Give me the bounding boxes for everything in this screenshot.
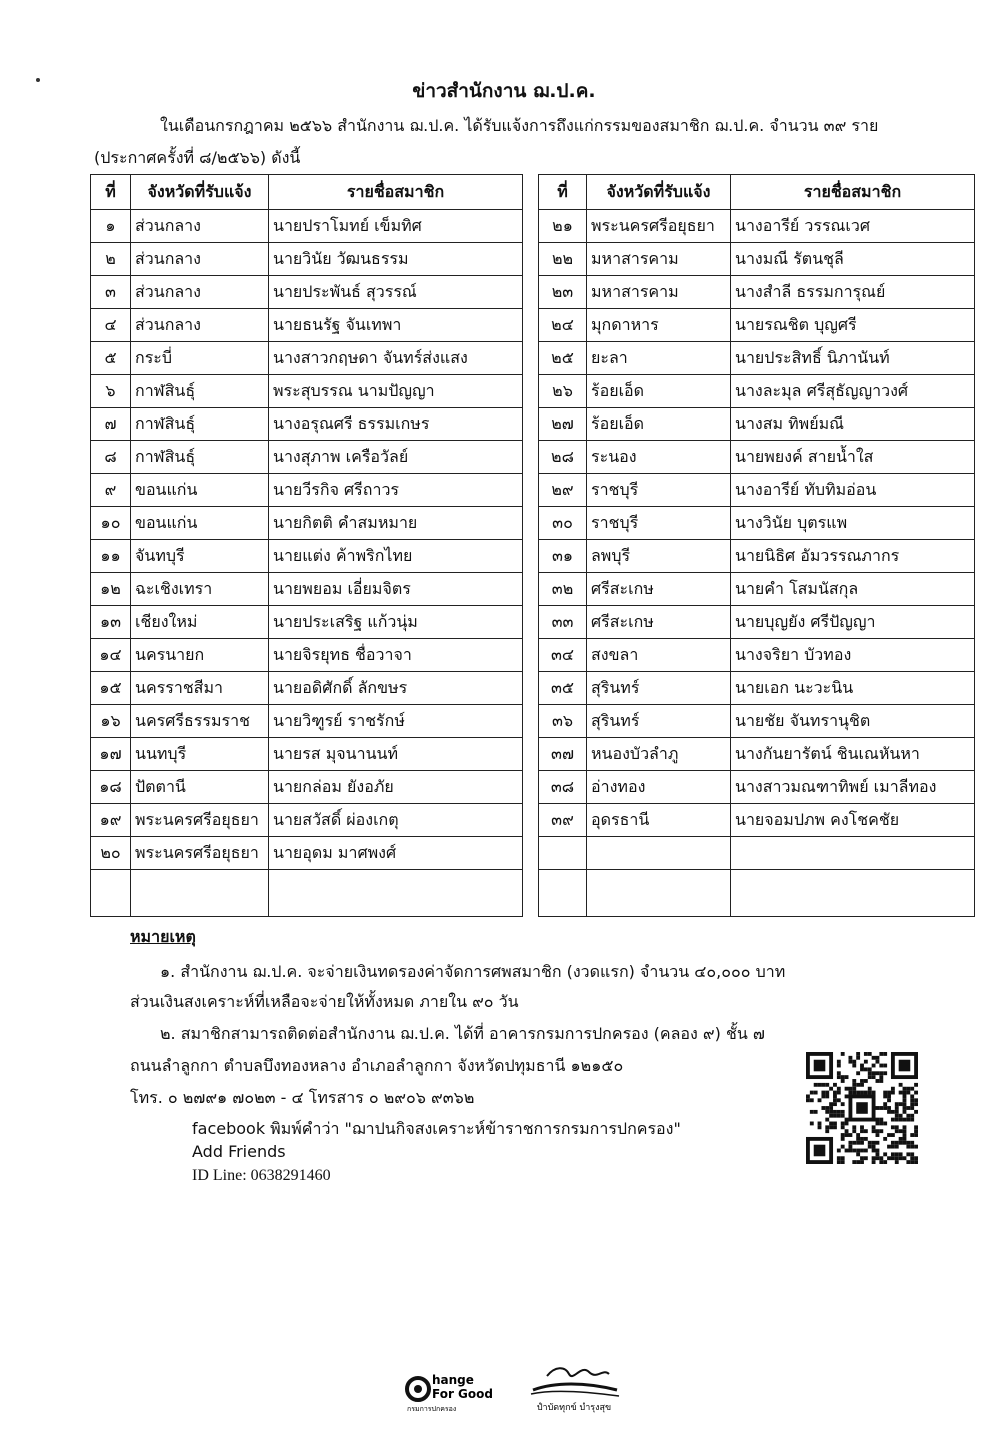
table-row [539, 705, 975, 738]
cell-province: นนทบุรี [131, 738, 269, 771]
col-header-name: รายชื่อสมาชิก [269, 175, 523, 210]
cell-no: ๒๖ [539, 375, 587, 408]
cell-name: นายรณชิต บุญศรี [731, 309, 975, 342]
member-table-left [90, 174, 523, 917]
table-row [539, 408, 975, 441]
cell-province: ศรีสะเกษ [587, 606, 731, 639]
cell-province: จันทบุรี [131, 540, 269, 573]
cell-province: พระนครศรีอยุธยา [587, 210, 731, 243]
logo-change-text: hange [432, 1373, 474, 1387]
table-row [539, 375, 975, 408]
table-row [91, 375, 523, 408]
cell-no: ๒ [91, 243, 131, 276]
cell-province: กาฬสินธุ์ [131, 441, 269, 474]
cell-no: ๑๙ [91, 804, 131, 837]
table-row [91, 738, 523, 771]
cell-province: มุกดาหาร [587, 309, 731, 342]
table-row [91, 672, 523, 705]
cell-province: ปัตตานี [131, 771, 269, 804]
cell-no: ๑๓ [91, 606, 131, 639]
scan-speck [36, 78, 40, 82]
cell-no: ๓๑ [539, 540, 587, 573]
cell-name: นางอารีย์ วรรณเวศ [731, 210, 975, 243]
table-row [91, 408, 523, 441]
table-row [91, 474, 523, 507]
table-row [539, 507, 975, 540]
table-row [539, 474, 975, 507]
intro-line-2: (ประกาศครั้งที่ ๘/๒๕๖๖) ดังนี้ [94, 148, 301, 167]
cell-name: นายนิธิศ อัมวรรณภากร [731, 540, 975, 573]
cell-name: นางสม ทิพย์มณี [731, 408, 975, 441]
cell-province: สุรินทร์ [587, 672, 731, 705]
cell-province: ส่วนกลาง [131, 243, 269, 276]
table-row [539, 243, 975, 276]
cell-empty [131, 870, 269, 917]
signature-stroke [547, 1368, 609, 1376]
cell-province: กาฬสินธุ์ [131, 408, 269, 441]
cell-no: ๔ [91, 309, 131, 342]
phone-fax: โทร. ๐ ๒๗๙๑ ๗๐๒๓ - ๔ โทรสาร ๐ ๒๙๐๖ ๙๓๖๒ [130, 1088, 475, 1107]
table-row [91, 309, 523, 342]
cell-empty [731, 870, 975, 917]
col-header-province: จังหวัดที่รับแจ้ง [131, 175, 269, 210]
cell-name: นายจิรยุทธ ชื่อวาจา [269, 639, 523, 672]
cell-empty [91, 870, 131, 917]
cell-name: นายสวัสดิ์ ผ่องเกตุ [269, 804, 523, 837]
change-for-good-logo [404, 1365, 514, 1415]
cell-name: นายประเสริฐ แก้วนุ่ม [269, 606, 523, 639]
cell-no: ๓๔ [539, 639, 587, 672]
cell-province: ขอนแก่น [131, 474, 269, 507]
cell-name: นางสาวกฤษดา จันทร์ส่งแสง [269, 342, 523, 375]
col-header-province: จังหวัดที่รับแจ้ง [587, 175, 731, 210]
cell-province: นครศรีธรรมราช [131, 705, 269, 738]
line-id-text: ID Line: 0638291460 [192, 1167, 331, 1184]
cell-no: ๑๘ [91, 771, 131, 804]
table-row [91, 804, 523, 837]
cell-name: นางมณี รัตนชุลี [731, 243, 975, 276]
cell-name: นายพยอม เอี่ยมจิตร [269, 573, 523, 606]
table-row [91, 540, 523, 573]
cell-province: ฉะเชิงเทรา [131, 573, 269, 606]
signature-swoosh-2 [531, 1391, 619, 1396]
logo-for-good-text: For Good [432, 1387, 493, 1401]
table-row [91, 639, 523, 672]
table-row [91, 837, 523, 870]
cell-name: นายประพันธ์ สุวรรณ์ [269, 276, 523, 309]
cell-name: นายรส มุจนานนท์ [269, 738, 523, 771]
cell-name: นางสุภาพ เครือวัลย์ [269, 441, 523, 474]
cell-no: ๖ [91, 375, 131, 408]
member-table-right [538, 174, 975, 917]
table-row [91, 276, 523, 309]
cell-no: ๑๔ [91, 639, 131, 672]
cell-province: สงขลา [587, 639, 731, 672]
cell-no: ๓๐ [539, 507, 587, 540]
cell-name: นางละมุล ศรีสุธัญญาวงศ์ [731, 375, 975, 408]
cell-province: สุรินทร์ [587, 705, 731, 738]
cell-no: ๘ [91, 441, 131, 474]
cell-no: ๒๓ [539, 276, 587, 309]
cell-province: ส่วนกลาง [131, 276, 269, 309]
cell-empty [269, 870, 523, 917]
cell-province: นครราชสีมา [131, 672, 269, 705]
cell-name: นายประสิทธิ์ นิภานันท์ [731, 342, 975, 375]
facebook-search-text: facebook พิมพ์คำว่า "ฌาปนกิจสงเคราะห์ข้าราชการกรมการปกครอง" [192, 1119, 681, 1138]
cell-no: ๙ [91, 474, 131, 507]
table-row [91, 342, 523, 375]
cell-province: ลพบุรี [587, 540, 731, 573]
cell-no: ๒๙ [539, 474, 587, 507]
cell-name: นายจอมปภพ คงโชคชัย [731, 804, 975, 837]
cell-no: ๓๒ [539, 573, 587, 606]
cell-no [539, 837, 587, 870]
table-row [539, 771, 975, 804]
cell-no: ๓๘ [539, 771, 587, 804]
logo-sub-text: กรมการปกครอง [407, 1405, 457, 1413]
table-row [91, 243, 523, 276]
cell-name: นางสำลี ธรรมการุณย์ [731, 276, 975, 309]
table-header-row [539, 175, 975, 210]
table-row [539, 309, 975, 342]
cell-province: เชียงใหม่ [131, 606, 269, 639]
cell-name: นายแต่ง ค้าพริกไทย [269, 540, 523, 573]
cell-province: พระนครศรีอยุธยา [131, 804, 269, 837]
cell-no: ๓๖ [539, 705, 587, 738]
cell-no: ๒๘ [539, 441, 587, 474]
table-row [91, 606, 523, 639]
note-1-line-2: ส่วนเงินสงเคราะห์ที่เหลือจะจ่ายให้ทั้งหมด ภายใน ๙๐ วัน [130, 992, 519, 1011]
table-row [539, 639, 975, 672]
cell-province: มหาสารคาม [587, 243, 731, 276]
cell-no: ๑๐ [91, 507, 131, 540]
cell-province: ส่วนกลาง [131, 210, 269, 243]
cell-name: นายกิตติ คำสมหมาย [269, 507, 523, 540]
cell-province: ราชบุรี [587, 474, 731, 507]
cell-province: ขอนแก่น [131, 507, 269, 540]
cell-province: อุดรธานี [587, 804, 731, 837]
note-2-line-2: ถนนลำลูกกา ตำบลบึงทองหลาง อำเภอลำลูกกา จังหวัดปทุมธานี ๑๒๑๕๐ [130, 1056, 624, 1075]
cell-province [587, 837, 731, 870]
cell-no: ๓๗ [539, 738, 587, 771]
cell-no: ๒๒ [539, 243, 587, 276]
cell-name: นายธนรัฐ จันเทพา [269, 309, 523, 342]
table-row [539, 837, 975, 870]
cell-no: ๑๗ [91, 738, 131, 771]
cell-province: มหาสารคาม [587, 276, 731, 309]
table-row [539, 738, 975, 771]
page-title: ข่าวสำนักงาน ฌ.ป.ค. [412, 80, 596, 102]
table-row [539, 804, 975, 837]
cell-name: นางสาวมณฑาทิพย์ เมาลีทอง [731, 771, 975, 804]
signature-logo [525, 1360, 623, 1416]
cell-name: นายอุดม มาศพงศ์ [269, 837, 523, 870]
cell-name: นางกันยารัตน์ ชินเณหันหา [731, 738, 975, 771]
cell-no: ๕ [91, 342, 131, 375]
cell-no: ๗ [91, 408, 131, 441]
table-row [91, 705, 523, 738]
cell-province: ศรีสะเกษ [587, 573, 731, 606]
cell-province: ร้อยเอ็ด [587, 408, 731, 441]
cell-no: ๒๕ [539, 342, 587, 375]
cell-name: นายวิฑูรย์ ราชรักษ์ [269, 705, 523, 738]
signature-swoosh [533, 1384, 617, 1390]
cell-name: นายวินัย วัฒนธรรม [269, 243, 523, 276]
table-row [539, 210, 975, 243]
cell-province: ราชบุรี [587, 507, 731, 540]
cell-province: ระนอง [587, 441, 731, 474]
table-row [91, 507, 523, 540]
cell-province: ส่วนกลาง [131, 309, 269, 342]
cell-name: นายเอก นะวะนิน [731, 672, 975, 705]
cell-name: นายอดิศักดิ์ ลักขษร [269, 672, 523, 705]
cell-no: ๑๒ [91, 573, 131, 606]
cell-no: ๓ [91, 276, 131, 309]
note-2-line-1: ๒. สมาชิกสามารถติดต่อสำนักงาน ฌ.ป.ค. ได้ที่ อาคารกรมการปกครอง (คลอง ๙) ชั้น ๗ [160, 1024, 765, 1043]
cell-no: ๓๙ [539, 804, 587, 837]
cell-name: พระสุบรรณ นามปัญญา [269, 375, 523, 408]
cell-province: นครนายก [131, 639, 269, 672]
intro-line-1: ในเดือนกรกฎาคม ๒๕๖๖ สำนักงาน ฌ.ป.ค. ได้รับแจ้งการถึงแก่กรรมของสมาชิก ฌ.ป.ค. จำนวน ๓๙ ราย [160, 116, 879, 135]
cell-name: นายพยงค์ สายน้ำใส [731, 441, 975, 474]
cell-province: กาฬสินธุ์ [131, 375, 269, 408]
table-row [539, 441, 975, 474]
table-row-empty [539, 870, 975, 917]
cell-province: กระบี่ [131, 342, 269, 375]
cell-name: นายวีรกิจ ศรีถาวร [269, 474, 523, 507]
add-friends-text: Add Friends [192, 1142, 286, 1161]
table-row [91, 771, 523, 804]
cell-name: นายชัย จันทรานุชิต [731, 705, 975, 738]
cell-name: นายปราโมทย์ เข็มทิศ [269, 210, 523, 243]
cell-no: ๓๕ [539, 672, 587, 705]
table-row [539, 342, 975, 375]
cell-name: นายบุญยัง ศรีปัญญา [731, 606, 975, 639]
cell-name: นายกล่อม ยังอภัย [269, 771, 523, 804]
logo-circle-dot [414, 1385, 422, 1393]
table-header-row [91, 175, 523, 210]
cell-province: อ่างทอง [587, 771, 731, 804]
table-row [539, 276, 975, 309]
table-row [91, 210, 523, 243]
cell-name: นายคำ โสมนัสกุล [731, 573, 975, 606]
cell-province: ยะลา [587, 342, 731, 375]
cell-no: ๒๔ [539, 309, 587, 342]
table-row-empty [91, 870, 523, 917]
col-header-no: ที่ [91, 175, 131, 210]
cell-no: ๑๕ [91, 672, 131, 705]
cell-province: หนองบัวลำภู [587, 738, 731, 771]
table-row [539, 573, 975, 606]
cell-no: ๒๗ [539, 408, 587, 441]
cell-no: ๓๓ [539, 606, 587, 639]
cell-name: นางอรุณศรี ธรรมเกษร [269, 408, 523, 441]
cell-province: พระนครศรีอยุธยา [131, 837, 269, 870]
table-row [539, 672, 975, 705]
table-row [91, 573, 523, 606]
cell-no: ๑๖ [91, 705, 131, 738]
cell-empty [587, 870, 731, 917]
qr-code-icon [806, 1052, 918, 1164]
cell-no: ๑ [91, 210, 131, 243]
col-header-no: ที่ [539, 175, 587, 210]
table-row [539, 606, 975, 639]
cell-no: ๒๐ [91, 837, 131, 870]
cell-no: ๒๑ [539, 210, 587, 243]
note-1-line-1: ๑. สำนักงาน ฌ.ป.ค. จะจ่ายเงินทดรองค่าจัดการศพสมาชิก (งวดแรก) จำนวน ๔๐,๐๐๐ บาท [160, 962, 786, 981]
cell-name: นางอารีย์ ทับทิมอ่อน [731, 474, 975, 507]
cell-empty [539, 870, 587, 917]
cell-name: นางวินัย บุตรแพ [731, 507, 975, 540]
signature-caption: ปำบัดทุกข์ บำรุงสุข [536, 1403, 612, 1413]
cell-name: นางจริยา บัวทอง [731, 639, 975, 672]
cell-no: ๑๑ [91, 540, 131, 573]
col-header-name: รายชื่อสมาชิก [731, 175, 975, 210]
notes-heading: หมายเหตุ [130, 927, 196, 946]
table-row [91, 441, 523, 474]
cell-name [731, 837, 975, 870]
table-row [539, 540, 975, 573]
cell-province: ร้อยเอ็ด [587, 375, 731, 408]
